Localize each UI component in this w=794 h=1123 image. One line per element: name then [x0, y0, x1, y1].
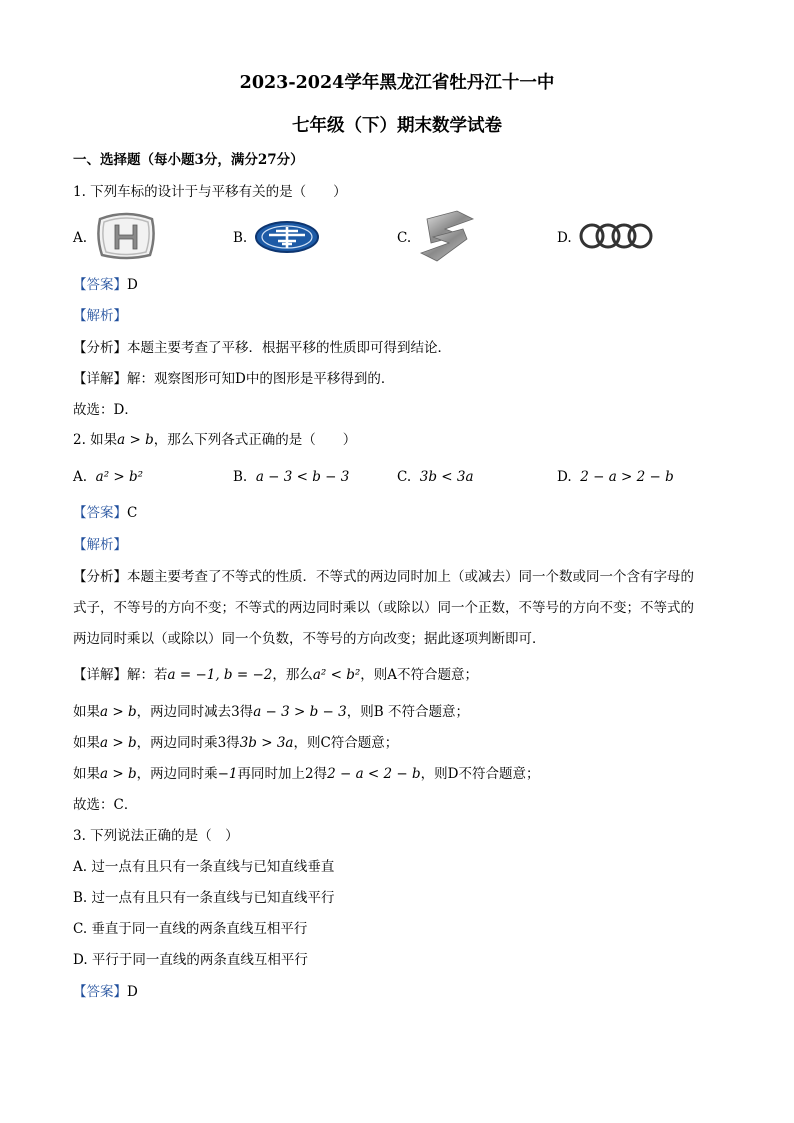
- q1-fenxi-text: 本题主要考查了平移．根据平移的性质即可得到结论．: [127, 340, 451, 356]
- q3-answer-value: D: [127, 984, 138, 1000]
- q1-answer-value: D: [127, 277, 138, 293]
- q2-xj2-text-c: ，则B 不符合题意；: [346, 704, 469, 720]
- q1-option-b-label: B.: [233, 230, 248, 246]
- q3-option-c: C. 垂直于同一直线的两条直线互相平行: [73, 921, 308, 937]
- q1-xiangjie: [73, 370, 394, 388]
- q2-stem-suffix: ，那么下列各式正确的是（ ）: [153, 432, 357, 448]
- q1-option-a-label: A.: [73, 230, 88, 246]
- q2-fenxi-line-1: [73, 568, 694, 586]
- q3-answer: [73, 983, 138, 1001]
- q3-option-b: B. 过一点有且只有一条直线与已知直线平行: [73, 890, 335, 906]
- q1-analysis-tag: 【解析】: [73, 308, 127, 324]
- q2-fenxi-line-3: 两边同时乘以（或除以）同一个负数，不等号的方向改变；据此逐项判断即可．: [73, 631, 546, 647]
- suzuki-logo-icon: [417, 209, 477, 263]
- q3-stem: 3. 下列说法正确的是（ ）: [73, 828, 239, 844]
- audi-logo-icon: [578, 222, 654, 250]
- honda-logo-icon: [94, 211, 158, 261]
- q2-option-c-label: C.: [397, 469, 412, 485]
- q2-stem-prefix: 2. 如果: [73, 432, 118, 448]
- title-line-1: 2023-2024学年黑龙江省牡丹江十一中: [239, 73, 555, 93]
- q2-xj2-text-b: ，两边同时减去3得: [136, 704, 254, 720]
- title-line-2: 七年级（下）期末数学试卷: [292, 116, 502, 136]
- q3-answer-tag: 【答案】: [73, 984, 127, 1000]
- q2-xj3-text-c: ，则C符合题意；: [293, 735, 399, 751]
- q2-xj4-text-c: 再同时加上2得: [237, 766, 328, 782]
- q2-option-d: [557, 468, 674, 486]
- q2-analysis-tag: 【解析】: [73, 537, 127, 553]
- q2-option-a-label: A.: [73, 469, 88, 485]
- q2-fenxi-tag: 【分析】: [73, 569, 127, 585]
- q2-xiangjie-line-4: [73, 765, 539, 783]
- q2-xj4-text-d: ，则D不符合题意；: [420, 766, 540, 782]
- q2-option-d-text: 2 − a > 2 − b: [580, 469, 674, 485]
- q2-xj4-math-1: a > b: [100, 766, 137, 782]
- q2-xj4-text-b: ，两边同时乘: [136, 766, 218, 782]
- q2-xj3-text-a: 如果: [73, 735, 100, 751]
- q1-answer: [73, 276, 138, 294]
- q2-xj3-math-1: a > b: [100, 735, 137, 751]
- q2-xj2-math-2: a − 3 > b − 3: [253, 704, 347, 720]
- q1-conclusion: 故选：D．: [73, 402, 138, 418]
- q2-fenxi-line-2: 式子，不等号的方向不变；不等式的两边同时乘以（或除以）同一个正数，不等号的方向不变；不等式的: [73, 600, 694, 616]
- q2-xj4-math-2: −1: [217, 766, 238, 782]
- q1-option-c-label: C.: [397, 230, 412, 246]
- q2-xj1-text-a: 解：若: [127, 667, 168, 683]
- q2-conclusion: 故选：C．: [73, 797, 138, 813]
- q3-option-a: A. 过一点有且只有一条直线与已知直线垂直: [73, 859, 335, 875]
- q2-xj2-text-a: 如果: [73, 704, 100, 720]
- q3-option-d: D. 平行于同一直线的两条直线互相平行: [73, 952, 308, 968]
- q2-option-d-label: D.: [557, 469, 572, 485]
- q1-fenxi: [73, 339, 451, 357]
- q2-xj3-math-2: 3b > 3a: [239, 735, 294, 751]
- q2-xj1-text-c: ，则A不符合题意；: [360, 667, 479, 683]
- q2-xj1-math-2: a² < b²: [312, 667, 361, 683]
- q2-xj1-text-b: ，那么: [272, 667, 313, 683]
- q2-stem-math: a > b: [117, 432, 154, 448]
- q2-option-a: [73, 468, 143, 486]
- q2-option-b-text: a − 3 < b − 3: [255, 469, 350, 485]
- q1-option-d-label: D.: [557, 230, 572, 246]
- q1-xiangjie-tag: 【详解】: [73, 371, 127, 387]
- q2-option-b-label: B.: [233, 469, 248, 485]
- q2-xiangjie-tag: 【详解】: [73, 667, 127, 683]
- q1-xiangjie-text: 解：观察图形可知D中的图形是平移得到的．: [127, 371, 395, 387]
- q2-stem: [73, 431, 356, 449]
- q1-answer-tag: 【答案】: [73, 277, 127, 293]
- q2-xj1-math-1: a = −1, b = −2: [167, 667, 273, 683]
- q2-xj3-text-b: ，两边同时乘3得: [136, 735, 240, 751]
- q2-xiangjie-line-1: [73, 666, 478, 684]
- q2-answer: [73, 504, 137, 522]
- faw-logo-icon: [254, 220, 320, 254]
- q1-fenxi-tag: 【分析】: [73, 340, 127, 356]
- q2-xj2-math-1: a > b: [100, 704, 137, 720]
- q2-option-c-text: 3b < 3a: [419, 469, 474, 485]
- q2-xj4-math-3: 2 − a < 2 − b: [327, 766, 421, 782]
- q2-option-c: [397, 468, 474, 486]
- q2-answer-tag: 【答案】: [73, 505, 127, 521]
- section-heading: 一、选择题（每小题3分，满分27分）: [73, 152, 304, 168]
- q2-xj4-text-a: 如果: [73, 766, 100, 782]
- q2-option-b: [233, 468, 349, 486]
- q2-option-a-text: a² > b²: [95, 469, 144, 485]
- q1-stem: 1. 下列车标的设计于与平移有关的是（ ）: [73, 184, 347, 200]
- q2-fenxi-text-1: 本题主要考查了不等式的性质．不等式的两边同时加上（或减去）同一个数或同一个含有字母的: [127, 569, 694, 585]
- q2-answer-value: C: [127, 505, 138, 521]
- q2-xiangjie-line-3: [73, 734, 398, 752]
- q2-xiangjie-line-2: [73, 703, 469, 721]
